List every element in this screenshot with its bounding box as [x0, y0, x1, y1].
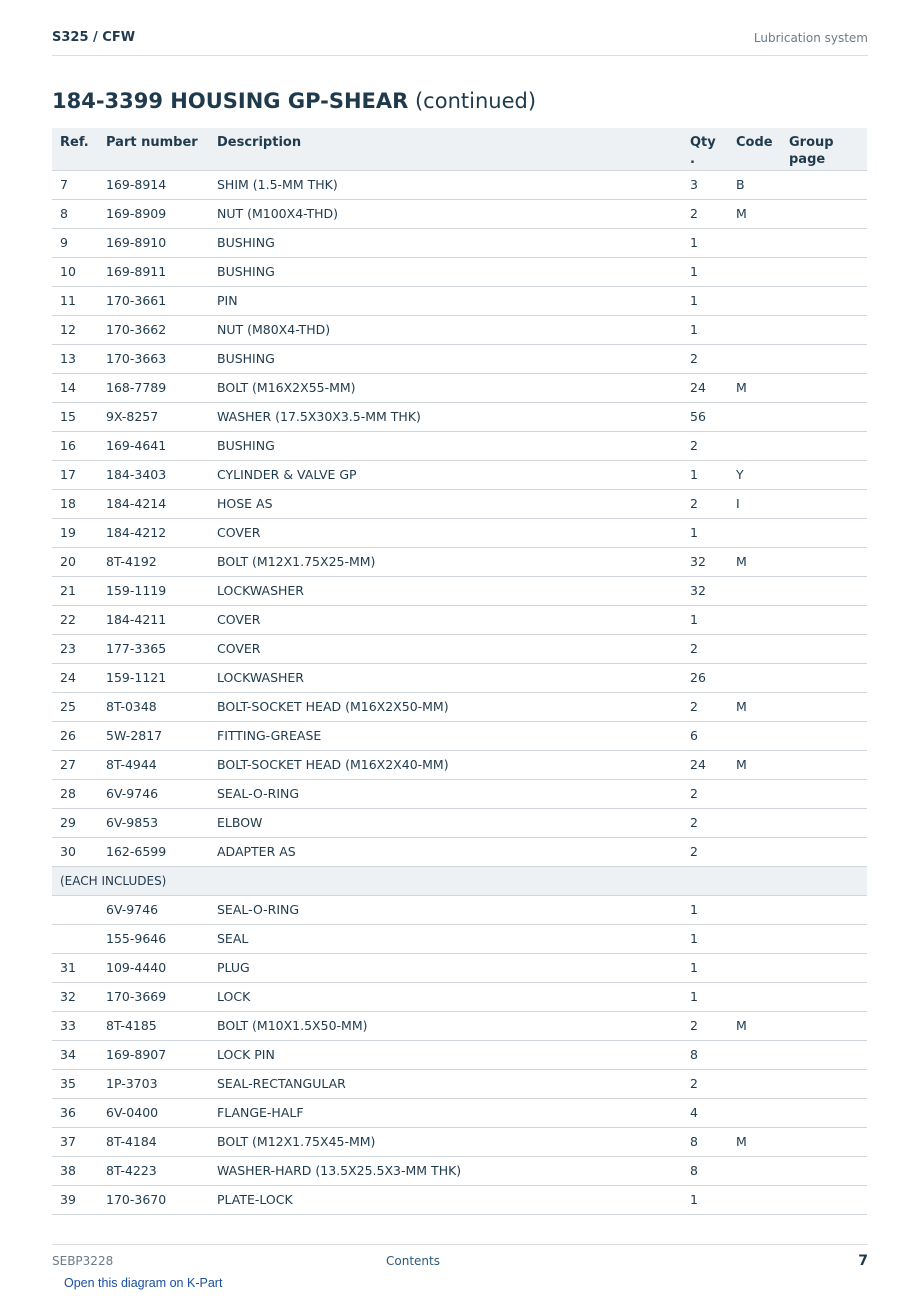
- qty-cell: 24: [690, 750, 736, 779]
- code-cell: [736, 1098, 789, 1127]
- table-row: [52, 1040, 867, 1069]
- ref-cell: 37: [52, 1127, 106, 1156]
- qty-cell: 2: [690, 634, 736, 663]
- code-cell: M: [736, 750, 789, 779]
- part-number-cell: 109-4440: [106, 953, 217, 982]
- ref-cell: 7: [52, 170, 106, 199]
- doc-id: SEBP3228: [52, 1254, 114, 1268]
- part-number-cell: 170-3661: [106, 286, 217, 315]
- ref-cell: 19: [52, 518, 106, 547]
- qty-cell: 2: [690, 1011, 736, 1040]
- code-cell: [736, 315, 789, 344]
- ref-cell: 18: [52, 489, 106, 518]
- group-page-cell: [789, 895, 867, 924]
- qty-cell: 1: [690, 257, 736, 286]
- qty-cell: 56: [690, 402, 736, 431]
- qty-cell: 2: [690, 344, 736, 373]
- table-row: [52, 489, 867, 518]
- part-number-cell: 8T-4223: [106, 1156, 217, 1185]
- ref-cell: 11: [52, 286, 106, 315]
- part-number-cell: 184-4214: [106, 489, 217, 518]
- page-title: [52, 89, 536, 113]
- group-page-cell: [789, 1156, 867, 1185]
- code-cell: [736, 837, 789, 866]
- ref-cell: 39: [52, 1185, 106, 1214]
- page-footer: [52, 1244, 868, 1275]
- qty-cell: 2: [690, 431, 736, 460]
- description-cell: BUSHING: [217, 431, 690, 460]
- part-number-cell: 169-8907: [106, 1040, 217, 1069]
- part-number-cell: 169-8911: [106, 257, 217, 286]
- ref-cell: 17: [52, 460, 106, 489]
- description-cell: COVER: [217, 518, 690, 547]
- group-page-cell: [789, 344, 867, 373]
- table-row: [52, 518, 867, 547]
- description-cell: SEAL-O-RING: [217, 895, 690, 924]
- part-number-cell: 8T-4184: [106, 1127, 217, 1156]
- part-number-cell: 1P-3703: [106, 1069, 217, 1098]
- table-header-row: [52, 128, 867, 170]
- code-cell: [736, 953, 789, 982]
- ref-cell: 10: [52, 257, 106, 286]
- table-row: [52, 1156, 867, 1185]
- qty-cell: 1: [690, 953, 736, 982]
- code-cell: M: [736, 692, 789, 721]
- description-cell: FLANGE-HALF: [217, 1098, 690, 1127]
- ref-cell: [52, 924, 106, 953]
- parts-table-body: [52, 170, 867, 1214]
- group-page-cell: [789, 373, 867, 402]
- col-group-page: [789, 128, 867, 170]
- ref-cell: 38: [52, 1156, 106, 1185]
- ref-cell: 34: [52, 1040, 106, 1069]
- table-row: [52, 634, 867, 663]
- code-cell: [736, 779, 789, 808]
- ref-cell: 29: [52, 808, 106, 837]
- table-row: [52, 982, 867, 1011]
- qty-cell: 8: [690, 1127, 736, 1156]
- table-row: [52, 663, 867, 692]
- code-cell: [736, 402, 789, 431]
- description-cell: BOLT (M12X1.75X25-MM): [217, 547, 690, 576]
- model-label: S325 / CFW: [52, 30, 136, 45]
- qty-cell: 1: [690, 518, 736, 547]
- qty-cell: 2: [690, 779, 736, 808]
- table-row: [52, 721, 867, 750]
- part-number-cell: 162-6599: [106, 837, 217, 866]
- col-group-line1: Group: [789, 135, 834, 150]
- description-cell: BOLT (M10X1.5X50-MM): [217, 1011, 690, 1040]
- description-cell: HOSE AS: [217, 489, 690, 518]
- code-cell: [736, 605, 789, 634]
- code-cell: [736, 634, 789, 663]
- ref-cell: 13: [52, 344, 106, 373]
- table-row: [52, 257, 867, 286]
- code-cell: M: [736, 199, 789, 228]
- description-cell: BUSHING: [217, 257, 690, 286]
- group-page-cell: [789, 576, 867, 605]
- group-page-cell: [789, 431, 867, 460]
- qty-cell: 1: [690, 1185, 736, 1214]
- ref-cell: 12: [52, 315, 106, 344]
- code-cell: Y: [736, 460, 789, 489]
- code-cell: M: [736, 547, 789, 576]
- qty-cell: 4: [690, 1098, 736, 1127]
- description-cell: COVER: [217, 634, 690, 663]
- description-cell: PLUG: [217, 953, 690, 982]
- part-number-cell: 184-3403: [106, 460, 217, 489]
- title-continued: (continued): [414, 89, 537, 113]
- description-cell: PLATE-LOCK: [217, 1185, 690, 1214]
- table-row: [52, 895, 867, 924]
- ref-cell: 16: [52, 431, 106, 460]
- part-number-cell: 8T-0348: [106, 692, 217, 721]
- table-row: [52, 286, 867, 315]
- table-row: [52, 1098, 867, 1127]
- table-row: [52, 373, 867, 402]
- code-cell: [736, 663, 789, 692]
- qty-cell: 1: [690, 924, 736, 953]
- ref-cell: 9: [52, 228, 106, 257]
- ref-cell: 23: [52, 634, 106, 663]
- group-page-cell: [789, 286, 867, 315]
- code-cell: M: [736, 373, 789, 402]
- ref-cell: 21: [52, 576, 106, 605]
- table-row: [52, 1011, 867, 1040]
- part-number-cell: 168-7789: [106, 373, 217, 402]
- qty-cell: 8: [690, 1040, 736, 1069]
- qty-cell: 2: [690, 199, 736, 228]
- ref-cell: 33: [52, 1011, 106, 1040]
- code-cell: M: [736, 1127, 789, 1156]
- qty-cell: 32: [690, 576, 736, 605]
- code-cell: [736, 518, 789, 547]
- table-row: [52, 199, 867, 228]
- group-page-cell: [789, 1069, 867, 1098]
- description-cell: SEAL-RECTANGULAR: [217, 1069, 690, 1098]
- table-row: [52, 547, 867, 576]
- description-cell: LOCK PIN: [217, 1040, 690, 1069]
- part-number-cell: 169-8910: [106, 228, 217, 257]
- code-cell: [736, 721, 789, 750]
- col-group-line2: page: [789, 152, 826, 167]
- qty-cell: 2: [690, 489, 736, 518]
- description-cell: WASHER (17.5X30X3.5-MM THK): [217, 402, 690, 431]
- code-cell: [736, 924, 789, 953]
- table-row: [52, 228, 867, 257]
- page-number: 7: [858, 1253, 868, 1269]
- table-row: [52, 605, 867, 634]
- ref-cell: 32: [52, 982, 106, 1011]
- description-cell: NUT (M100X4-THD): [217, 199, 690, 228]
- code-cell: I: [736, 489, 789, 518]
- part-number-cell: 6V-9746: [106, 895, 217, 924]
- code-cell: [736, 895, 789, 924]
- code-cell: [736, 1040, 789, 1069]
- note-cell: (EACH INCLUDES): [52, 866, 867, 895]
- part-number-cell: 170-3662: [106, 315, 217, 344]
- ref-cell: 20: [52, 547, 106, 576]
- code-cell: [736, 808, 789, 837]
- ref-cell: 31: [52, 953, 106, 982]
- col-description: Description: [217, 128, 690, 170]
- group-page-cell: [789, 315, 867, 344]
- part-number-cell: 6V-9746: [106, 779, 217, 808]
- part-number-cell: 9X-8257: [106, 402, 217, 431]
- code-cell: [736, 576, 789, 605]
- table-row: [52, 460, 867, 489]
- group-page-cell: [789, 605, 867, 634]
- group-page-cell: [789, 1185, 867, 1214]
- ref-cell: [52, 895, 106, 924]
- group-page-cell: [789, 170, 867, 199]
- col-ref: Ref.: [52, 128, 106, 170]
- description-cell: LOCKWASHER: [217, 576, 690, 605]
- col-qty-line2: .: [690, 152, 695, 167]
- table-row: [52, 953, 867, 982]
- table-row: [52, 1069, 867, 1098]
- ref-cell: 24: [52, 663, 106, 692]
- group-page-cell: [789, 1098, 867, 1127]
- kpart-diagram-link[interactable]: Open this diagram on K-Part: [64, 1276, 223, 1290]
- part-number-cell: 169-4641: [106, 431, 217, 460]
- table-row: [52, 750, 867, 779]
- description-cell: BOLT (M12X1.75X45-MM): [217, 1127, 690, 1156]
- qty-cell: 26: [690, 663, 736, 692]
- group-page-cell: [789, 228, 867, 257]
- table-row: [52, 692, 867, 721]
- part-number-cell: 8T-4192: [106, 547, 217, 576]
- table-note-row: [52, 866, 867, 895]
- qty-cell: 32: [690, 547, 736, 576]
- group-page-cell: [789, 663, 867, 692]
- ref-cell: 27: [52, 750, 106, 779]
- col-code: Code: [736, 128, 789, 170]
- part-number-cell: 155-9646: [106, 924, 217, 953]
- description-cell: SEAL-O-RING: [217, 779, 690, 808]
- group-page-cell: [789, 1127, 867, 1156]
- group-page-cell: [789, 1040, 867, 1069]
- group-page-cell: [789, 779, 867, 808]
- table-row: [52, 808, 867, 837]
- table-row: [52, 402, 867, 431]
- group-page-cell: [789, 924, 867, 953]
- code-cell: [736, 1185, 789, 1214]
- part-number-cell: 8T-4185: [106, 1011, 217, 1040]
- group-page-cell: [789, 634, 867, 663]
- part-number-cell: 170-3663: [106, 344, 217, 373]
- part-number-cell: 159-1121: [106, 663, 217, 692]
- table-row: [52, 1185, 867, 1214]
- description-cell: LOCKWASHER: [217, 663, 690, 692]
- group-page-cell: [789, 721, 867, 750]
- description-cell: SHIM (1.5-MM THK): [217, 170, 690, 199]
- part-number-cell: 170-3669: [106, 982, 217, 1011]
- code-cell: [736, 1069, 789, 1098]
- ref-cell: 15: [52, 402, 106, 431]
- part-number-cell: 169-8914: [106, 170, 217, 199]
- description-cell: PIN: [217, 286, 690, 315]
- qty-cell: 6: [690, 721, 736, 750]
- code-cell: [736, 1156, 789, 1185]
- qty-cell: 1: [690, 605, 736, 634]
- part-number-cell: 6V-9853: [106, 808, 217, 837]
- code-cell: [736, 982, 789, 1011]
- title-assembly: 184-3399 HOUSING GP-SHEAR: [52, 89, 409, 113]
- ref-cell: 26: [52, 721, 106, 750]
- group-page-cell: [789, 257, 867, 286]
- part-number-cell: 184-4212: [106, 518, 217, 547]
- description-cell: ELBOW: [217, 808, 690, 837]
- code-cell: B: [736, 170, 789, 199]
- qty-cell: 1: [690, 286, 736, 315]
- qty-cell: 3: [690, 170, 736, 199]
- ref-cell: 22: [52, 605, 106, 634]
- table-row: [52, 344, 867, 373]
- qty-cell: 2: [690, 692, 736, 721]
- table-row: [52, 315, 867, 344]
- section-label: Lubrication system: [753, 31, 868, 45]
- qty-cell: 8: [690, 1156, 736, 1185]
- ref-cell: 36: [52, 1098, 106, 1127]
- page-header: [52, 28, 868, 56]
- part-number-cell: 5W-2817: [106, 721, 217, 750]
- contents-link[interactable]: Contents: [386, 1254, 440, 1268]
- group-page-cell: [789, 402, 867, 431]
- group-page-cell: [789, 837, 867, 866]
- parts-table: [52, 128, 867, 1215]
- table-row: [52, 576, 867, 605]
- part-number-cell: 6V-0400: [106, 1098, 217, 1127]
- description-cell: LOCK: [217, 982, 690, 1011]
- part-number-cell: 8T-4944: [106, 750, 217, 779]
- part-number-cell: 159-1119: [106, 576, 217, 605]
- code-cell: [736, 257, 789, 286]
- description-cell: NUT (M80X4-THD): [217, 315, 690, 344]
- qty-cell: 24: [690, 373, 736, 402]
- qty-cell: 1: [690, 895, 736, 924]
- qty-cell: 2: [690, 1069, 736, 1098]
- part-number-cell: 177-3365: [106, 634, 217, 663]
- col-qty-line1: Qty: [690, 135, 716, 150]
- qty-cell: 2: [690, 808, 736, 837]
- description-cell: ADAPTER AS: [217, 837, 690, 866]
- description-cell: COVER: [217, 605, 690, 634]
- group-page-cell: [789, 692, 867, 721]
- col-qty: [690, 128, 736, 170]
- code-cell: [736, 228, 789, 257]
- description-cell: BUSHING: [217, 228, 690, 257]
- group-page-cell: [789, 489, 867, 518]
- ref-cell: 14: [52, 373, 106, 402]
- table-row: [52, 837, 867, 866]
- table-row: [52, 924, 867, 953]
- qty-cell: 1: [690, 982, 736, 1011]
- description-cell: BUSHING: [217, 344, 690, 373]
- part-number-cell: 169-8909: [106, 199, 217, 228]
- group-page-cell: [789, 750, 867, 779]
- table-row: [52, 779, 867, 808]
- group-page-cell: [789, 199, 867, 228]
- code-cell: [736, 431, 789, 460]
- table-row: [52, 170, 867, 199]
- table-row: [52, 1127, 867, 1156]
- description-cell: WASHER-HARD (13.5X25.5X3-MM THK): [217, 1156, 690, 1185]
- part-number-cell: 184-4211: [106, 605, 217, 634]
- qty-cell: 2: [690, 837, 736, 866]
- code-cell: [736, 286, 789, 315]
- description-cell: SEAL: [217, 924, 690, 953]
- qty-cell: 1: [690, 228, 736, 257]
- ref-cell: 8: [52, 199, 106, 228]
- ref-cell: 35: [52, 1069, 106, 1098]
- ref-cell: 25: [52, 692, 106, 721]
- qty-cell: 1: [690, 315, 736, 344]
- qty-cell: 1: [690, 460, 736, 489]
- ref-cell: 28: [52, 779, 106, 808]
- group-page-cell: [789, 518, 867, 547]
- description-cell: CYLINDER & VALVE GP: [217, 460, 690, 489]
- col-part-number: Part number: [106, 128, 217, 170]
- group-page-cell: [789, 547, 867, 576]
- code-cell: [736, 344, 789, 373]
- description-cell: BOLT (M16X2X55-MM): [217, 373, 690, 402]
- group-page-cell: [789, 808, 867, 837]
- code-cell: M: [736, 1011, 789, 1040]
- description-cell: FITTING-GREASE: [217, 721, 690, 750]
- group-page-cell: [789, 982, 867, 1011]
- group-page-cell: [789, 460, 867, 489]
- ref-cell: 30: [52, 837, 106, 866]
- table-row: [52, 431, 867, 460]
- part-number-cell: 170-3670: [106, 1185, 217, 1214]
- group-page-cell: [789, 953, 867, 982]
- group-page-cell: [789, 1011, 867, 1040]
- description-cell: BOLT-SOCKET HEAD (M16X2X40-MM): [217, 750, 690, 779]
- description-cell: BOLT-SOCKET HEAD (M16X2X50-MM): [217, 692, 690, 721]
